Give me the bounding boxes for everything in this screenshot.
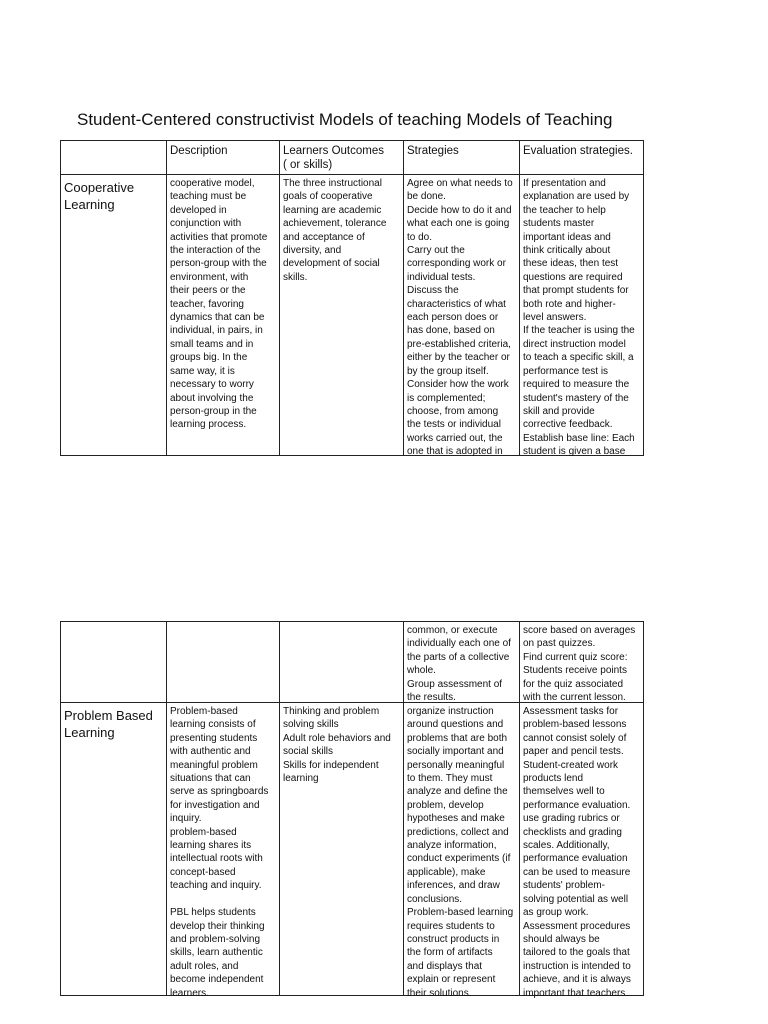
continuation-empty-description <box>167 622 280 703</box>
header-learners-outcomes: Learners Outcomes ( or skills) <box>280 141 404 175</box>
continuation-evaluation-text: score based on averages on past quizzes. Find current quiz score: Students receive points for the quiz associated with the current lesson. <box>523 625 636 704</box>
header-strategies: Strategies <box>404 141 520 175</box>
problem-based-evaluation-text: Assessment tasks for problem-based lessons cannot consist solely of paper and pencil tests. Student-created work products lend themselves well to performance evaluation. use grading rubrics or checklists and grading scales. Additionally, performance evaluation can be used to measure students' problem- solving potential as well as group work. Assessment procedures should always be tailored to the goals that instruction is intended to achieve, and it is always important that teachers <box>523 706 631 999</box>
header-evaluation-strategies: Evaluation strategies. <box>520 141 644 175</box>
problem-based-strategies-cell <box>404 703 520 999</box>
problem-based-description-cell <box>167 703 280 999</box>
cooperative-strategies-cell <box>404 175 520 456</box>
problem-based-outcomes-cell <box>280 703 404 996</box>
row-label-problem-based-learning: Problem Based Learning <box>61 703 167 996</box>
continuation-evaluation-cell <box>520 622 644 703</box>
models-table-page2 <box>60 621 644 999</box>
problem-based-strategies-text: organize instruction around questions and problems that are both socially important and personally meaningful to them. They must analyze and define the problem, develop hypotheses and make predictions, collect and analyze information, conduct experiments (if applicable), make inferences, and draw conclusions. Problem-based learning requires students to construct products in the form of artifacts and displays that explain or represent their solutions. <box>407 706 514 999</box>
table-row-problem-based-learning <box>61 703 644 996</box>
cooperative-strategies-text: Agree on what needs to be done. Decide how to do it and what each one is going to do. Carry out the corresponding work or individual tests. Discuss the characteristics of what each person does or has done, based on pre-established criteria, either by the teacher or by the group itself. Consider how the work is complemented; choose, from among the tests or individual works carried out, the one that is adopted in <box>407 178 513 458</box>
cooperative-outcomes-text: The three instructional goals of cooperative learning are academic achievement, tolerance and acceptance of diversity, and development of social skills. <box>283 178 387 283</box>
continuation-empty-label <box>61 622 167 703</box>
cooperative-description-cell <box>167 175 280 456</box>
continuation-empty-outcomes <box>280 622 404 703</box>
header-empty-cell <box>61 141 167 175</box>
problem-based-outcomes-text: Thinking and problem solving skills Adult role behaviors and social skills Skills for independent learning <box>283 706 391 785</box>
header-description: Description <box>167 141 280 175</box>
table-row-cooperative-learning <box>61 175 644 456</box>
models-table-page1 <box>60 140 644 456</box>
cooperative-evaluation-text: If presentation and explanation are used by the teacher to help students master important ideas and think critically about these ideas, then test questions are required that prompt students for both rote and higher- level answers. If the teacher is using the direct instruction model to teach a specific skill, a performance test is required to measure the student's mastery of the skill and provide corrective feedback. Establish base line: Each student is given a base <box>523 178 635 458</box>
cooperative-description-text: cooperative model, teaching must be developed in conjunction with activities that promote the interaction of the person-group with the environment, with their peers or the teacher, favoring dynamics that can be individual, in pairs, in small teams and in groups big. In the same way, it is necessary to worry about involving the person-group in the learning process. <box>170 178 268 431</box>
problem-based-evaluation-cell <box>520 703 644 999</box>
table-header-row <box>61 141 644 175</box>
problem-based-description-text: Problem-based learning consists of presenting students with authentic and meaningful problem situations that can serve as springboards for investigation and inquiry. problem-based learning shares its intellectual roots with concept-based teaching and inquiry. PBL helps students develop their thinking and problem-solving skills, learn authentic adult roles, and become independent learners. <box>170 706 269 999</box>
continuation-strategies-text: common, or execute individually each one of the parts of a collective whole. Group assessment of the results. <box>407 625 511 704</box>
cooperative-evaluation-cell <box>520 175 644 456</box>
row-label-cooperative-learning: Cooperative Learning <box>61 175 167 456</box>
document-title: Student-Centered constructivist Models of teaching Models of Teaching <box>77 110 613 129</box>
continuation-strategies-cell <box>404 622 520 703</box>
table-row-continuation <box>61 622 644 703</box>
cooperative-outcomes-cell <box>280 175 404 456</box>
